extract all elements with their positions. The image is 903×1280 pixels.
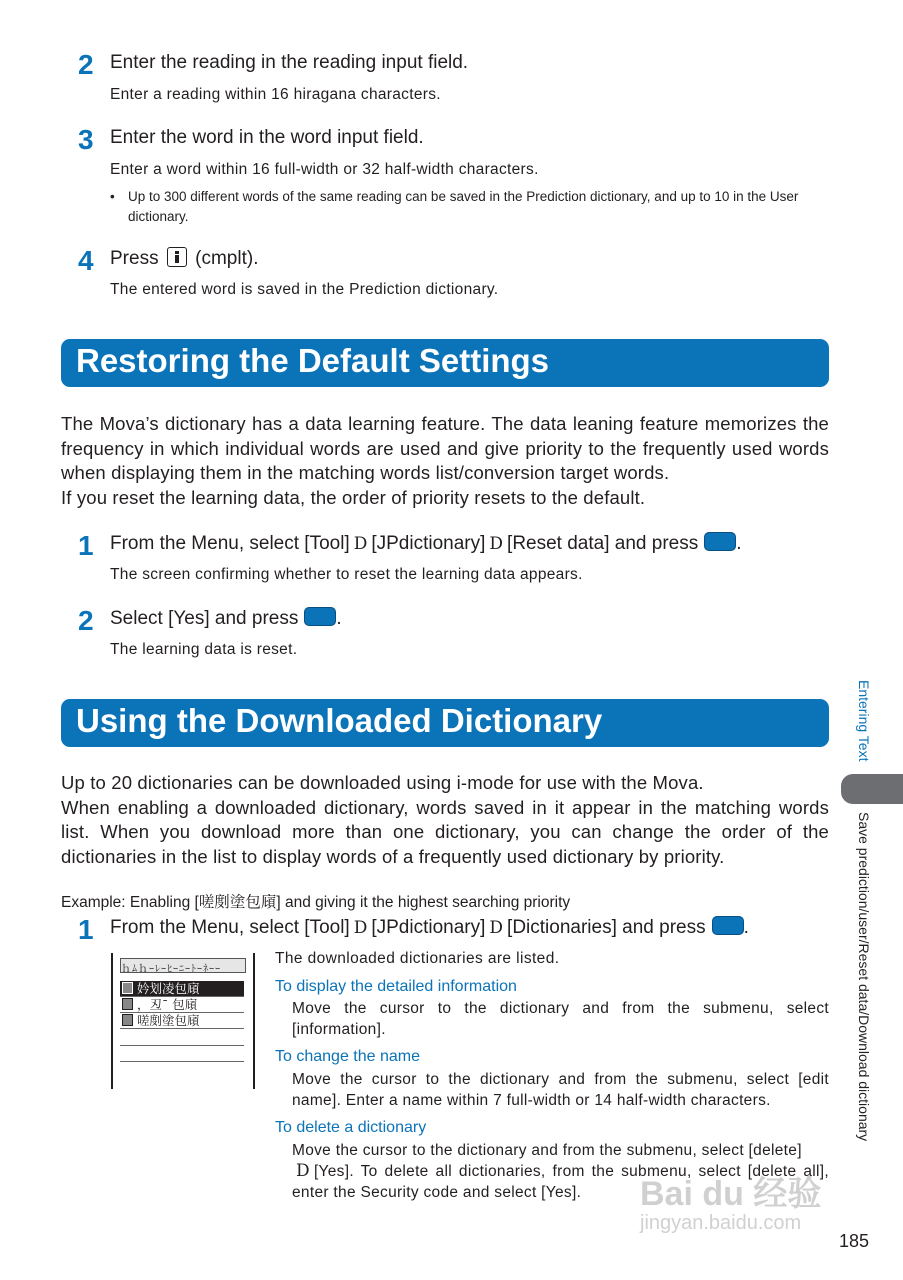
subtext-part: [Yes]. To delete all dictionaries, from the submenu, select [delete all], enter the Security code and select [Yes]. — [292, 1163, 829, 1201]
step-note — [110, 187, 830, 227]
menu-path-part: [Dictionaries] and press — [507, 917, 706, 938]
dictionary-list-item[interactable] — [120, 997, 244, 1013]
step-number: 4 — [78, 245, 94, 276]
subheading-detail-info: To display the detailed information — [275, 978, 517, 995]
step-title: Enter the word in the word input field. — [110, 127, 424, 148]
center-key-icon — [712, 916, 744, 935]
dictionary-list-item[interactable] — [120, 981, 244, 997]
period: . — [336, 608, 342, 629]
listed-text: The downloaded dictionaries are listed. — [275, 950, 560, 967]
step-number: 1 — [78, 914, 94, 945]
arrow-icon: D — [296, 1161, 310, 1181]
empty-row-divider — [120, 1061, 244, 1062]
step-title-post: (cmplt). — [195, 248, 259, 269]
step-title-pre: Press — [110, 248, 159, 269]
arrow-icon: D — [353, 918, 368, 938]
step-title: Enter the reading in the reading input field. — [110, 52, 469, 73]
phone-header — [120, 958, 246, 973]
section-intro — [61, 771, 829, 869]
dictionary-name: 妗划凌包廎 — [137, 981, 200, 996]
i-key-icon — [167, 247, 187, 267]
example-caption: Example: Enabling [嗟剫塗包廎] and giving it the highest searching priority — [61, 894, 571, 911]
step-number: 3 — [78, 124, 94, 155]
period: . — [743, 917, 749, 938]
step-description: Enter a word within 16 full-width or 32 half-width characters. — [110, 161, 539, 178]
subtext: Move the cursor to the dictionary and from the submenu, select [information]. — [292, 1000, 829, 1038]
subtext-part: Move the cursor to the dictionary and from the submenu, select [delete] — [292, 1142, 802, 1159]
bullet: • — [110, 189, 115, 204]
section-heading-text: Using the Downloaded Dictionary — [76, 702, 603, 739]
intro-paragraph: The Mova’s dictionary has a data learning feature. The data leaning feature memorizes the frequency in which individual words are used and give priority to the frequently used words when displaying them in the matching words list/conversion target words. — [61, 413, 829, 483]
note-text: Up to 300 different words of the same reading can be saved in the Prediction dictionary, and up to 10 in the User dictionary. — [128, 189, 799, 224]
dictionary-icon — [122, 998, 133, 1010]
phone-header-text: ｈﾑｈｰﾚｰﾋｰﾆｰﾄｰﾈｰｰ — [121, 964, 221, 973]
step-number: 2 — [78, 605, 94, 636]
step-description: The learning data is reset. — [110, 641, 298, 658]
step-title-text: Select [Yes] and press — [110, 608, 299, 629]
section-heading-text: Restoring the Default Settings — [76, 342, 550, 379]
center-key-icon — [704, 532, 736, 551]
menu-path-part: [JPdictionary] — [371, 533, 486, 554]
section-intro — [61, 412, 829, 510]
dictionary-name: 嗟剫塗包廎 — [137, 1013, 200, 1028]
chapter-label: Entering Text — [856, 680, 872, 762]
menu-path-part: From the Menu, select [Tool] — [110, 917, 350, 938]
empty-row-divider — [120, 1045, 244, 1046]
center-key-icon — [304, 607, 336, 626]
intro-paragraph: If you reset the learning data, the order of priority resets to the default. — [61, 486, 646, 508]
section-index-label: Save prediction/user/Reset data/Download dictionary — [856, 812, 872, 1142]
dictionary-icon — [122, 1014, 133, 1026]
subheading-change-name: To change the name — [275, 1048, 420, 1065]
subtext: Move the cursor to the dictionary and from the submenu, select [edit name]. Enter a name within 7 full-width or 14 half-width characters. — [292, 1071, 829, 1109]
chapter-tab — [841, 774, 903, 804]
dictionary-list-item[interactable] — [120, 1013, 244, 1029]
dictionary-name: ，丒¯ 包廎 — [137, 997, 198, 1012]
subtext-detail-info — [292, 998, 829, 1040]
menu-path-part: [JPdictionary] — [371, 917, 486, 938]
phone-screen — [111, 953, 255, 1089]
step-title — [110, 916, 749, 940]
step-description: The entered word is saved in the Prediction dictionary. — [110, 281, 499, 298]
menu-path-part: [Reset data] and press — [507, 533, 699, 554]
section-heading-downloaded — [61, 699, 829, 747]
step-title — [110, 607, 342, 631]
arrow-icon: D — [353, 534, 368, 554]
step-number: 1 — [78, 530, 94, 561]
step-description: Enter a reading within 16 hiragana characters. — [110, 86, 441, 103]
watermark-url: jingyan.baidu.com — [640, 1212, 802, 1234]
page-number: 185 — [839, 1231, 870, 1251]
subheading-delete: To delete a dictionary — [275, 1119, 427, 1136]
arrow-icon: D — [489, 918, 504, 938]
step-title — [110, 532, 742, 556]
period: . — [736, 533, 742, 554]
arrow-icon: D — [489, 534, 504, 554]
dictionary-icon — [122, 982, 133, 994]
subtext-change-name — [292, 1069, 829, 1111]
step-title — [110, 247, 258, 271]
step-number: 2 — [78, 49, 94, 80]
intro-paragraph: When enabling a downloaded dictionary, words saved in it appear in the matching words list. When you download more than one dictionary, you can change the order of the dictionaries in the list to display words of a frequently used dictionary by priority. — [61, 796, 829, 867]
watermark-logo: Bai du 经验 — [640, 1175, 822, 1213]
intro-paragraph: Up to 20 dictionaries can be downloaded using i-mode for use with the Mova. — [61, 772, 704, 793]
step-description: The screen confirming whether to reset the learning data appears. — [110, 566, 583, 583]
menu-path-part: From the Menu, select [Tool] — [110, 533, 350, 554]
section-heading-restoring — [61, 339, 829, 387]
